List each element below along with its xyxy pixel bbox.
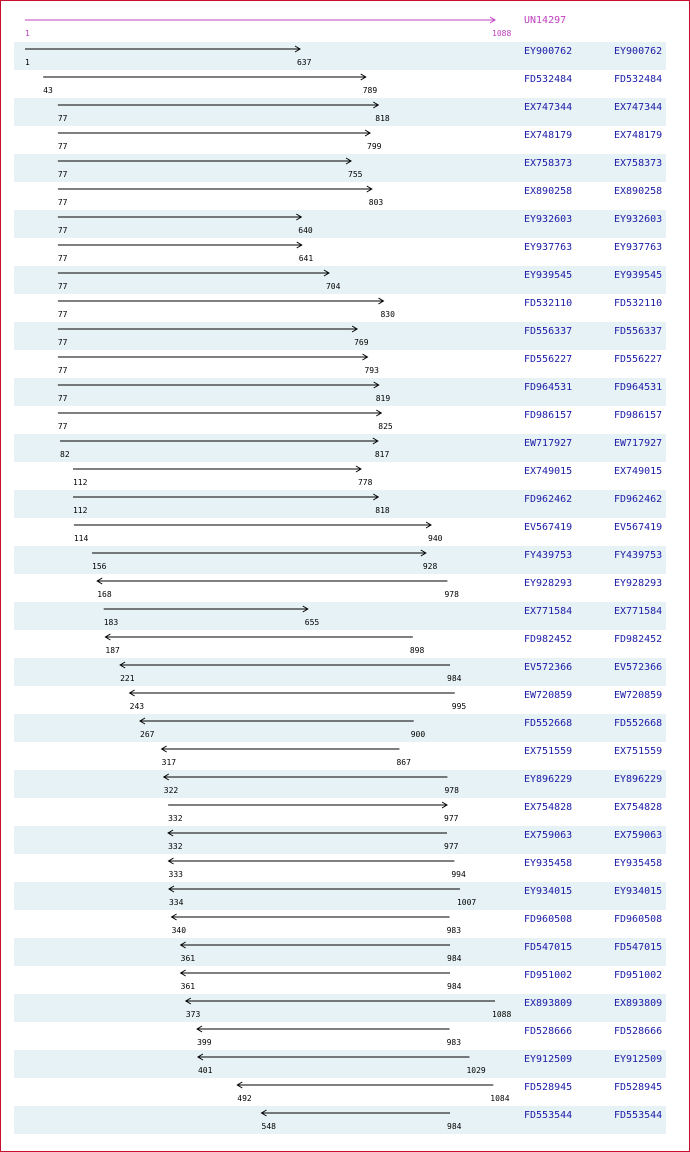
alignment-arrow-ew720859 <box>130 690 455 696</box>
accession-link-secondary[interactable]: EY939545 <box>614 270 663 281</box>
accession-link-secondary[interactable]: FD532484 <box>614 74 663 85</box>
start-label: 77 <box>57 142 68 151</box>
accession-link[interactable]: EY928293 <box>524 578 573 589</box>
reference-end-label: 1088 <box>492 29 512 38</box>
end-label: 983 <box>446 1038 462 1047</box>
end-label: 799 <box>367 142 382 151</box>
start-label: 373 <box>185 1010 201 1019</box>
accession-link-secondary[interactable]: FD951002 <box>614 970 663 981</box>
start-label: 77 <box>57 282 68 291</box>
start-label: 399 <box>197 1038 212 1047</box>
accession-link-secondary[interactable]: FD986157 <box>614 410 663 421</box>
alignment-arrow-fy439753 <box>92 550 426 556</box>
end-label: 640 <box>298 226 313 235</box>
start-label: 187 <box>105 646 120 655</box>
accession-link[interactable]: EY939545 <box>524 270 573 281</box>
end-label: 994 <box>451 870 466 879</box>
alignment-arrow-ey932603 <box>58 214 301 220</box>
alignment-arrow-ey896229 <box>164 774 448 780</box>
alignment-arrow-fd532110 <box>58 298 384 304</box>
alignment-arrow-ex748179 <box>58 130 370 136</box>
accession-link[interactable]: FD556337 <box>524 326 573 337</box>
end-label: 900 <box>410 730 426 739</box>
start-label: 77 <box>57 254 68 263</box>
accession-link[interactable]: EX893809 <box>524 998 573 1009</box>
accession-link-secondary[interactable]: EY928293 <box>614 578 663 589</box>
accession-link-secondary[interactable]: EX754828 <box>614 802 663 813</box>
accession-link-secondary[interactable]: FD528945 <box>614 1082 663 1093</box>
end-label: 817 <box>374 450 390 459</box>
accession-link-secondary[interactable]: FD556227 <box>614 354 663 365</box>
alignment-arrow-ey937763 <box>58 242 302 248</box>
end-label: 984 <box>447 674 462 683</box>
accession-link-secondary[interactable]: EY896229 <box>614 774 663 785</box>
start-label: 1 <box>25 58 30 67</box>
accession-link[interactable]: EX758373 <box>524 158 573 169</box>
start-label: 82 <box>60 450 70 459</box>
start-label: 156 <box>92 562 107 571</box>
alignment-arrow-ex893809 <box>186 998 495 1004</box>
alignment-arrow-ex751559 <box>162 746 400 752</box>
alignment-arrow-ex754828 <box>168 802 447 808</box>
accession-link[interactable]: FD547015 <box>524 942 573 953</box>
end-label: 1084 <box>490 1094 510 1103</box>
alignment-arrow-fd964531 <box>58 382 379 388</box>
start-label: 112 <box>72 478 88 487</box>
reference-start-label: 1 <box>25 29 30 38</box>
accession-link-secondary[interactable]: FD552668 <box>614 718 663 729</box>
start-label: 114 <box>73 534 89 543</box>
accession-link[interactable]: EY912509 <box>524 1054 573 1065</box>
accession-link[interactable]: FD964531 <box>524 382 573 393</box>
end-label: 940 <box>428 534 443 543</box>
accession-link-secondary[interactable]: FD556337 <box>614 326 663 337</box>
end-label: 789 <box>362 86 378 95</box>
accession-link[interactable]: EX748179 <box>524 130 573 141</box>
accession-link-secondary[interactable]: FD547015 <box>614 942 663 953</box>
start-label: 340 <box>171 926 187 935</box>
end-label: 978 <box>444 786 459 795</box>
alignment-arrow-fd962462 <box>73 494 378 500</box>
accession-link[interactable]: FD960508 <box>524 914 573 925</box>
accession-link-secondary[interactable]: EY932603 <box>614 214 663 225</box>
accession-link[interactable]: FD532484 <box>524 74 573 85</box>
accession-link[interactable]: EY934015 <box>524 886 573 897</box>
accession-link-secondary[interactable]: EX747344 <box>614 102 663 113</box>
accession-link[interactable]: FD532110 <box>524 298 573 309</box>
accession-link[interactable]: FD553544 <box>524 1110 573 1121</box>
accession-link-secondary[interactable]: EY935458 <box>614 858 663 869</box>
end-label: 825 <box>378 422 393 431</box>
accession-link[interactable]: EX771584 <box>524 606 573 617</box>
start-label: 492 <box>237 1094 252 1103</box>
end-label: 984 <box>447 954 462 963</box>
start-label: 77 <box>57 114 68 123</box>
reference-arrow <box>25 17 495 23</box>
start-label: 77 <box>57 226 68 235</box>
accession-link-secondary[interactable]: FD962462 <box>614 494 663 505</box>
alignment-arrow-fd528945 <box>237 1082 493 1088</box>
accession-link[interactable]: FD962462 <box>524 494 573 505</box>
alignment-arrow-fd528666 <box>197 1026 450 1032</box>
accession-link[interactable]: EX754828 <box>524 802 573 813</box>
alignment-arrow-fd951002 <box>181 970 450 976</box>
accession-link[interactable]: EW717927 <box>524 438 573 449</box>
start-label: 77 <box>57 366 68 375</box>
accession-link-secondary[interactable]: EX758373 <box>614 158 663 169</box>
alignment-arrow-ex758373 <box>58 158 351 164</box>
alignment-arrow-fd556337 <box>58 326 357 332</box>
start-label: 332 <box>168 842 183 851</box>
alignment-arrow-ey935458 <box>169 858 455 864</box>
end-label: 637 <box>296 58 312 67</box>
end-label: 977 <box>444 842 459 851</box>
accession-link-secondary[interactable]: EX748179 <box>614 130 663 141</box>
end-label: 867 <box>396 758 411 767</box>
start-label: 77 <box>57 338 68 347</box>
start-label: 168 <box>97 590 112 599</box>
end-label: 818 <box>375 506 390 515</box>
accession-link[interactable]: EY932603 <box>524 214 573 225</box>
alignment-arrow-fd960508 <box>172 914 450 920</box>
start-label: 112 <box>72 506 88 515</box>
end-label: 984 <box>447 982 462 991</box>
end-label: 1029 <box>466 1066 486 1075</box>
accession-link[interactable]: EW720859 <box>524 690 573 701</box>
start-label: 332 <box>168 814 183 823</box>
start-label: 77 <box>57 310 68 319</box>
alignment-arrow-fd552668 <box>140 718 414 724</box>
accession-link[interactable]: EY937763 <box>524 242 573 253</box>
accession-link-secondary[interactable]: FD553544 <box>614 1110 663 1121</box>
accession-link[interactable]: EV572366 <box>524 662 573 673</box>
alignment-arrow-ex749015 <box>73 466 361 472</box>
start-label: 77 <box>57 422 68 431</box>
start-label: 333 <box>168 870 183 879</box>
start-label: 317 <box>161 758 177 767</box>
end-label: 704 <box>325 282 341 291</box>
start-label: 361 <box>180 954 196 963</box>
accession-link-secondary[interactable]: EX751559 <box>614 746 663 757</box>
alignment-arrow-ex771584 <box>104 606 308 612</box>
end-label: 978 <box>444 590 459 599</box>
accession-link-secondary[interactable]: EW717927 <box>614 438 663 449</box>
start-label: 77 <box>57 198 68 207</box>
accession-link-secondary[interactable]: FD964531 <box>614 382 663 393</box>
end-label: 977 <box>444 814 459 823</box>
accession-link[interactable]: FD951002 <box>524 970 573 981</box>
end-label: 769 <box>354 338 369 347</box>
alignment-arrow-ev572366 <box>120 662 450 668</box>
end-label: 778 <box>357 478 373 487</box>
accession-link-secondary[interactable]: EV572366 <box>614 662 663 673</box>
alignment-arrow-ey900762 <box>25 46 300 52</box>
accession-link[interactable]: EX890258 <box>524 186 573 197</box>
accession-link[interactable]: EX749015 <box>524 466 573 477</box>
start-label: 322 <box>163 786 179 795</box>
alignment-arrow-fd553544 <box>262 1110 451 1116</box>
accession-link[interactable]: FY439753 <box>524 550 573 561</box>
accession-link-secondary[interactable]: EX890258 <box>614 186 663 197</box>
accession-link[interactable]: FD556227 <box>524 354 573 365</box>
start-label: 183 <box>103 618 119 627</box>
start-label: 43 <box>43 86 53 95</box>
alignment-arrow-ey928293 <box>97 578 447 584</box>
alignment-arrow-ey939545 <box>58 270 329 276</box>
end-label: 1088 <box>492 1010 512 1019</box>
accession-link-secondary[interactable]: EX893809 <box>614 998 663 1009</box>
start-label: 361 <box>180 982 196 991</box>
accession-link-secondary[interactable]: FD532110 <box>614 298 663 309</box>
alignment-arrow-fd547015 <box>181 942 450 948</box>
accession-link[interactable]: FD528666 <box>524 1026 573 1037</box>
accession-link-secondary[interactable]: EY934015 <box>614 886 663 897</box>
accession-link[interactable]: EX751559 <box>524 746 573 757</box>
alignment-arrow-ex759063 <box>168 830 447 836</box>
end-label: 984 <box>447 1122 462 1131</box>
accession-link-secondary[interactable]: FD960508 <box>614 914 663 925</box>
end-label: 755 <box>348 170 363 179</box>
end-label: 793 <box>364 366 379 375</box>
accession-link[interactable]: EX747344 <box>524 102 573 113</box>
accession-link-secondary[interactable]: EX749015 <box>614 466 663 477</box>
start-label: 221 <box>120 674 135 683</box>
accession-link-secondary[interactable]: EX771584 <box>614 606 663 617</box>
accession-link[interactable]: EY896229 <box>524 774 573 785</box>
accession-link-secondary[interactable]: FY439753 <box>614 550 663 561</box>
end-label: 655 <box>304 618 320 627</box>
start-label: 401 <box>197 1066 213 1075</box>
reference-id-link[interactable]: UN14297 <box>524 15 567 26</box>
end-label: 995 <box>451 702 467 711</box>
start-label: 243 <box>129 702 145 711</box>
end-label: 641 <box>298 254 314 263</box>
end-label: 819 <box>375 394 391 403</box>
accession-link[interactable]: FD552668 <box>524 718 573 729</box>
start-label: 77 <box>57 394 68 403</box>
accession-link-secondary[interactable]: EW720859 <box>614 690 663 701</box>
accession-link-secondary[interactable]: EX759063 <box>614 830 663 841</box>
alignment-arrow-ew717927 <box>60 438 378 444</box>
alignment-arrow-fd556227 <box>58 354 368 360</box>
end-label: 830 <box>380 310 395 319</box>
alignment-arrow-fd986157 <box>58 410 381 416</box>
alignment-arrow-ev567419 <box>74 522 431 528</box>
accession-link[interactable]: EY935458 <box>524 858 573 869</box>
accession-link[interactable]: FD528945 <box>524 1082 573 1093</box>
end-label: 983 <box>446 926 462 935</box>
accession-link-secondary[interactable]: EY912509 <box>614 1054 663 1065</box>
accession-link[interactable]: EV567419 <box>524 522 573 533</box>
start-label: 267 <box>140 730 155 739</box>
end-label: 1007 <box>456 898 477 907</box>
alignment-arrow-fd532484 <box>43 74 366 80</box>
alignment-arrow-ex890258 <box>58 186 372 192</box>
accession-link[interactable]: FD986157 <box>524 410 573 421</box>
accession-link-secondary[interactable]: EY937763 <box>614 242 663 253</box>
accession-link[interactable]: EY900762 <box>524 46 573 57</box>
alignment-arrow-fd982452 <box>105 634 412 640</box>
start-label: 77 <box>57 170 68 179</box>
alignment-arrow-ey934015 <box>169 886 460 892</box>
start-label: 548 <box>261 1122 276 1131</box>
end-label: 803 <box>368 198 384 207</box>
accession-link[interactable]: FD982452 <box>524 634 573 645</box>
alignment-arrow-ex747344 <box>58 102 378 108</box>
accession-link-secondary[interactable]: EV567419 <box>614 522 663 533</box>
accession-link-secondary[interactable]: EY900762 <box>614 46 663 57</box>
end-label: 818 <box>375 114 390 123</box>
alignment-arrow-ey912509 <box>198 1054 470 1060</box>
end-label: 898 <box>409 646 425 655</box>
end-label: 928 <box>422 562 438 571</box>
start-label: 334 <box>168 898 184 907</box>
accession-link-secondary[interactable]: FD528666 <box>614 1026 663 1037</box>
accession-link[interactable]: EX759063 <box>524 830 573 841</box>
accession-link-secondary[interactable]: FD982452 <box>614 634 663 645</box>
